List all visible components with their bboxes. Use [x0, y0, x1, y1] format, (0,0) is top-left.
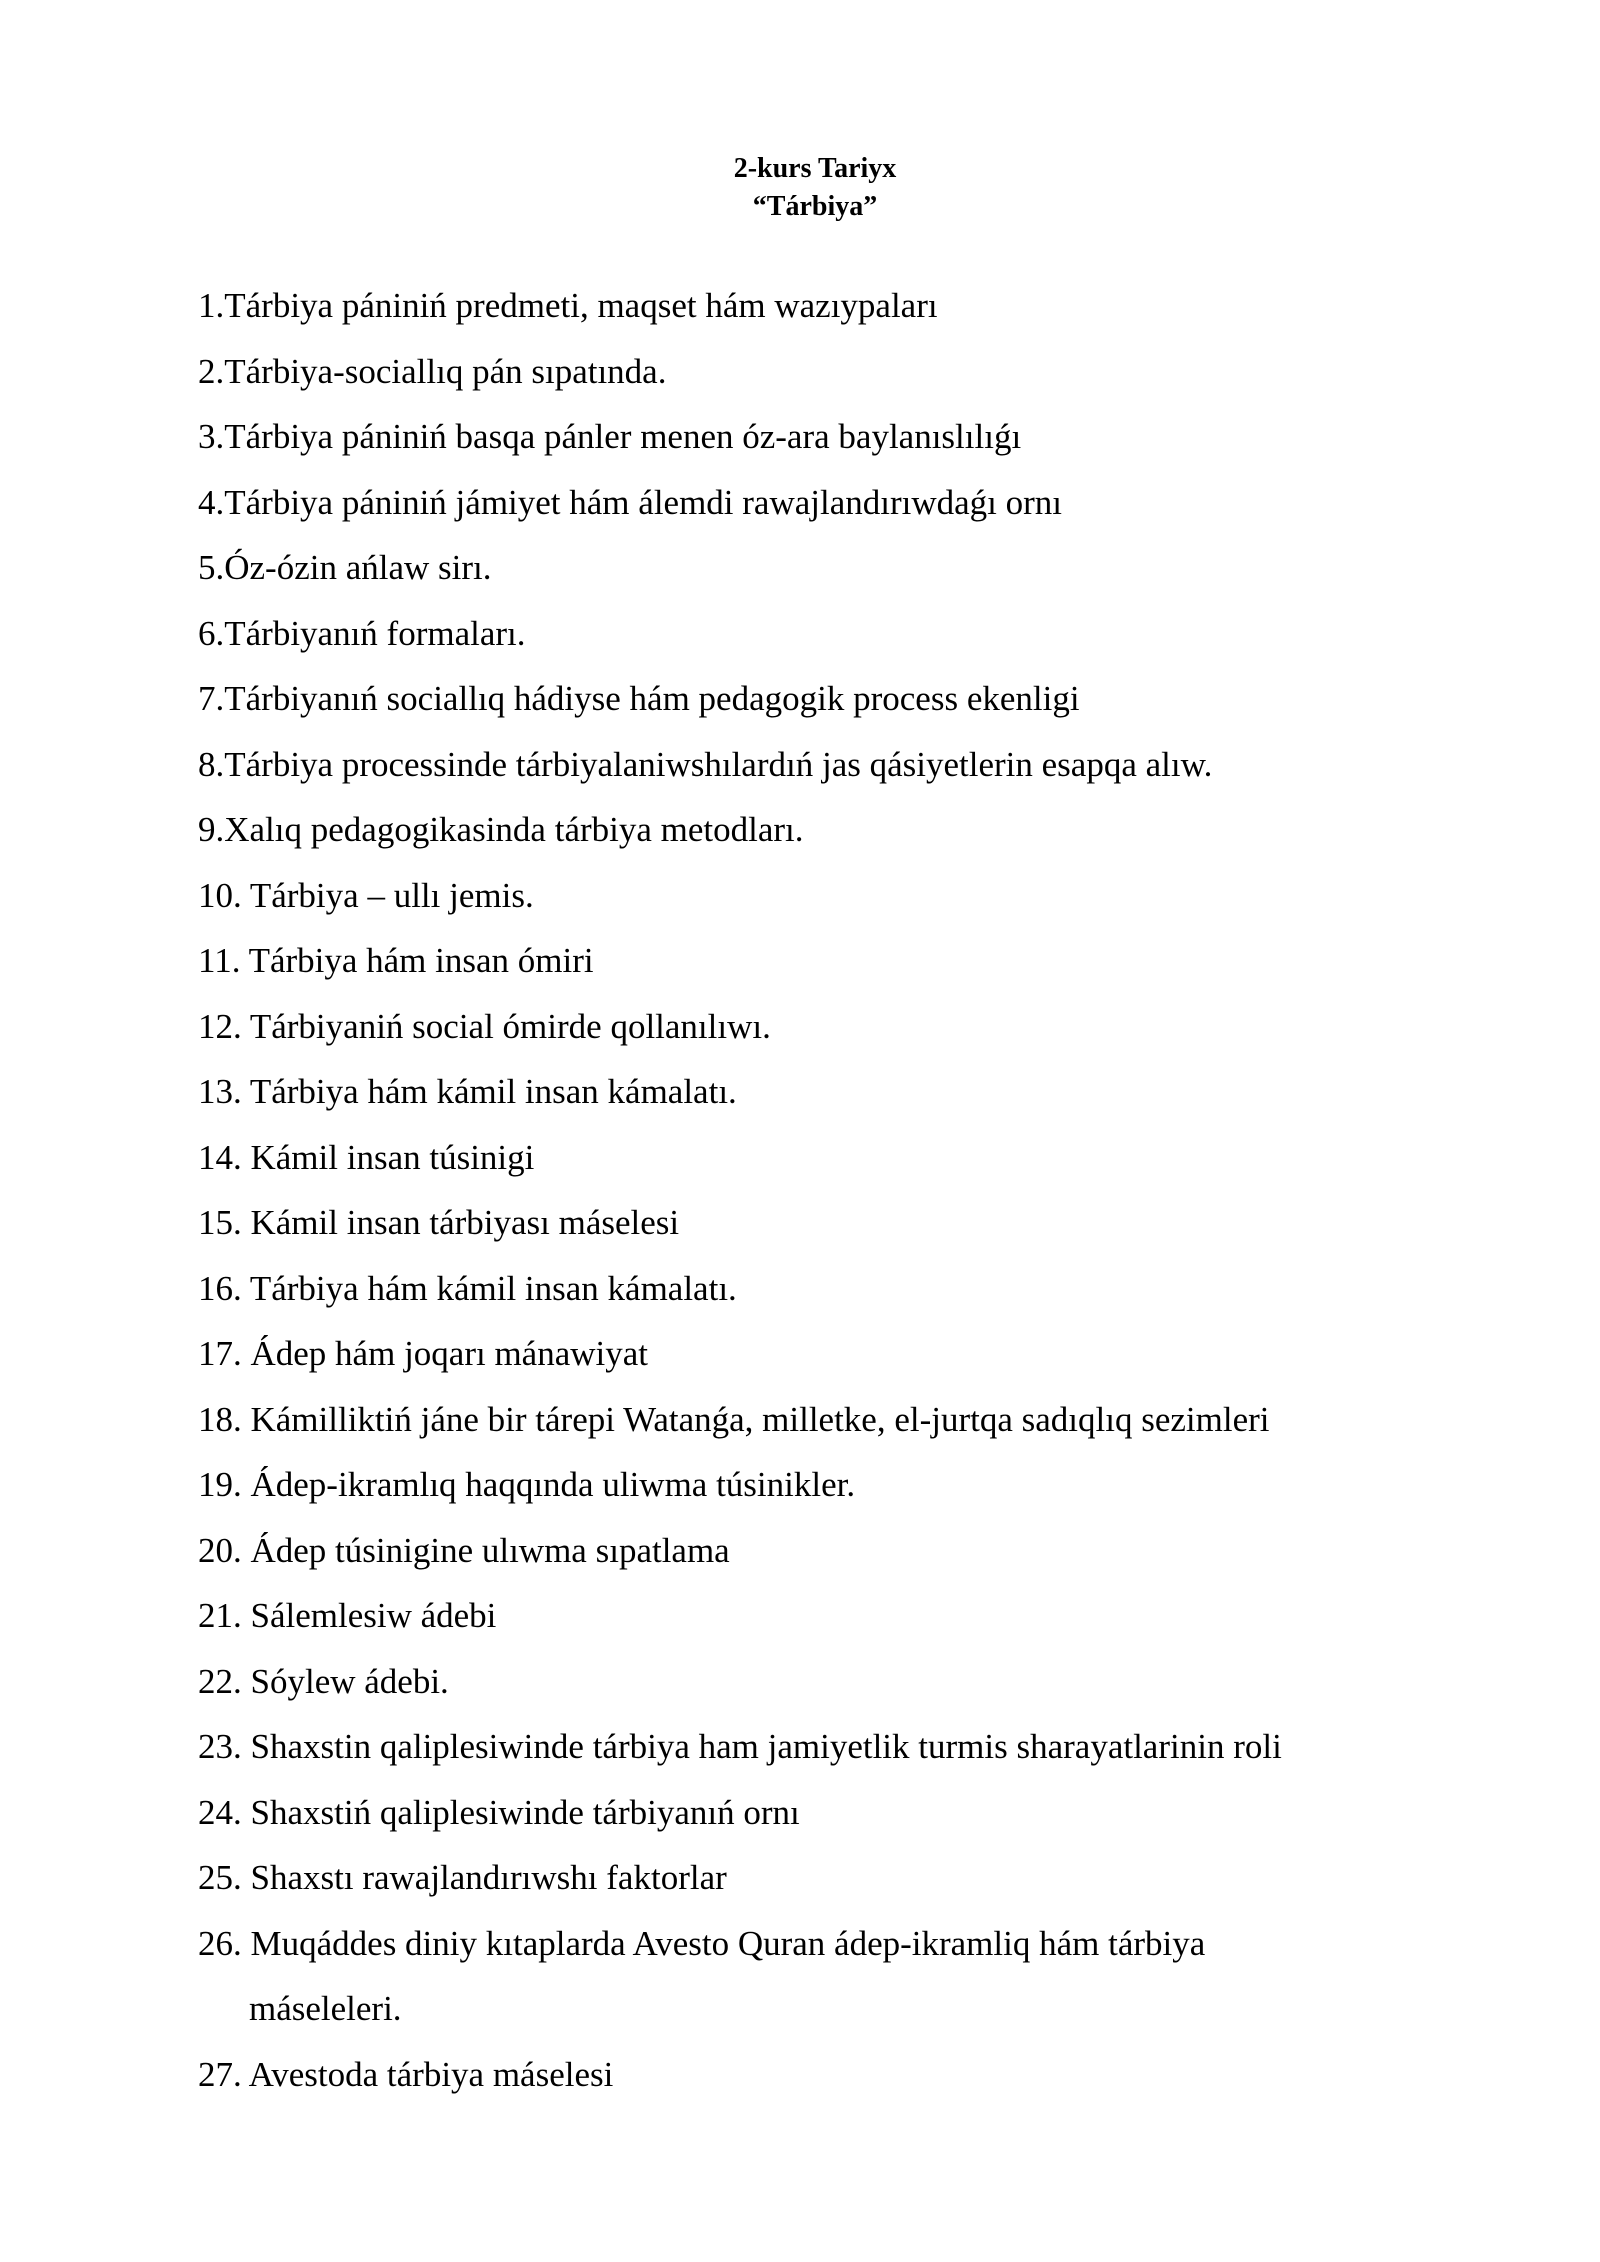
list-item: 14. Kámil insan túsinigi [198, 1137, 535, 1177]
list-item: 18. Kámilliktiń jáne bir tárepi Watanǵa, milletke, el-jurtqa sadıqlıq sezimleri [198, 1399, 1270, 1439]
list-item-continuation: máseleleri. [249, 1988, 402, 2028]
document-header [0, 150, 1600, 226]
list-item: 4.Tárbiya pániniń jámiyet hám álemdi rawajlandırıwdaǵı ornı [198, 482, 1063, 522]
list-item: 20. Ádep túsinigine ulıwma sıpatlama [198, 1530, 730, 1570]
topic-list [198, 281, 1438, 2115]
list-item: 22. Sóylew ádebi. [198, 1661, 449, 1701]
list-item: 2.Tárbiya-sociallıq pán sıpatında. [198, 351, 667, 391]
list-item: 11. Tárbiya hám insan ómiri [198, 941, 594, 980]
list-item: 16. Tárbiya hám kámil insan kámalatı. [198, 1268, 737, 1308]
list-item: 10. Tárbiya – ullı jemis. [198, 875, 534, 915]
list-item: 7.Tárbiyanıń sociallıq hádiyse hám pedagogik process ekenligi [198, 679, 1080, 718]
list-item: 15. Kámil insan tárbiyası máselesi [198, 1203, 680, 1242]
list-item: 8.Tárbiya processinde tárbiyalaniwshılardıń jas qásiyetlerin esapqa alıw. [198, 744, 1213, 784]
list-item-text: 26. Muqáddes diniy kıtaplarda Avesto Quran ádep-ikramliq hám tárbiya [198, 1923, 1206, 1963]
course-title: 2-kurs Tariyx [733, 153, 897, 184]
list-item: 21. Sálemlesiw ádebi [198, 1596, 497, 1635]
list-item: 17. Ádep hám joqarı mánawiyat [198, 1334, 649, 1373]
list-item: 25. Shaxstı rawajlandırıwshı faktorlar [198, 1858, 727, 1897]
list-item: 12. Tárbiyaniń social ómirde qollanılıwı. [198, 1006, 771, 1046]
list-item-wrapped [198, 1919, 1438, 2050]
list-item: 5.Óz-ózin ańlaw sirı. [198, 548, 492, 587]
list-item: 19. Ádep-ikramlıq haqqında uliwma túsinikler. [198, 1465, 856, 1504]
list-item: 1.Tárbiya pániniń predmeti, maqset hám wazıypaları [198, 286, 938, 325]
list-item: 27. Avestoda tárbiya máselesi [198, 2054, 614, 2094]
list-item: 9.Xalıq pedagogikasinda tárbiya metodları. [198, 810, 804, 849]
list-item: 23. Shaxstin qaliplesiwinde tárbiya ham jamiyetlik turmis sharayatlarinin roli [198, 1727, 1282, 1766]
subject-title: “Tárbiya” [752, 191, 878, 222]
list-item: 3.Tárbiya pániniń basqa pánler menen óz-ara baylanıslılıǵı [198, 417, 1022, 456]
list-item: 6.Tárbiyanıń formaları. [198, 613, 526, 653]
list-item: 24. Shaxstiń qaliplesiwinde tárbiyanıń ornı [198, 1792, 800, 1832]
list-item: 13. Tárbiya hám kámil insan kámalatı. [198, 1072, 737, 1111]
